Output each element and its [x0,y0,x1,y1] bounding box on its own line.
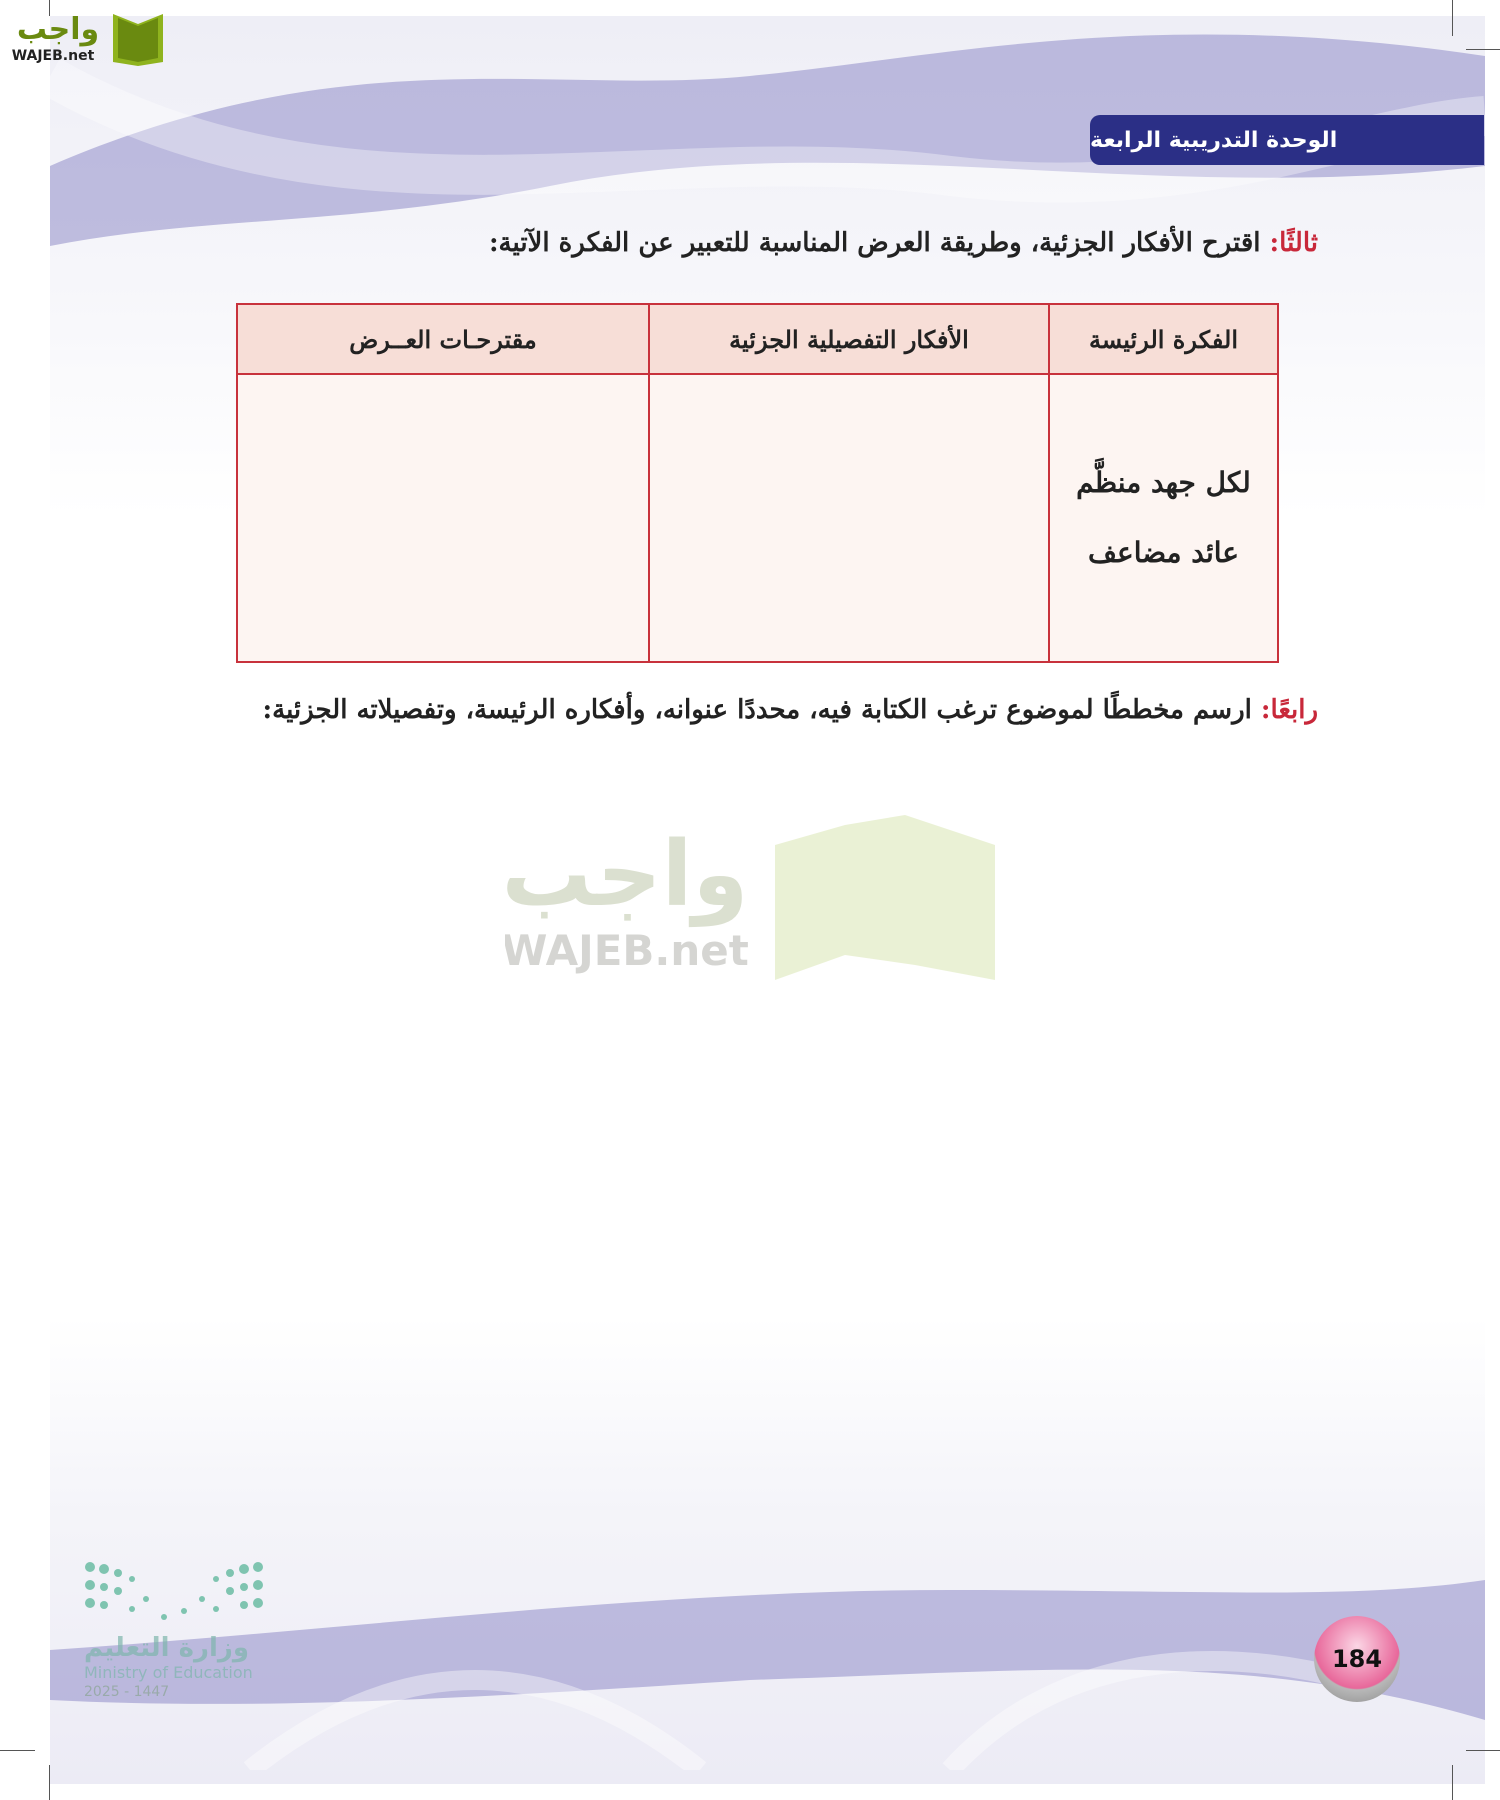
svg-text:WAJEB.net: WAJEB.net [505,926,749,975]
crop-mark [1452,0,1453,36]
question-3 [489,228,1318,258]
ministry-name-en: Ministry of Education [84,1663,253,1682]
detail-ideas-cell[interactable] [649,374,1049,662]
question-4-label: رابعًا: [1260,695,1318,725]
svg-text:واجب: واجب [505,822,749,927]
main-idea-cell [1049,374,1278,662]
unit-title: الوحدة التدريبية الرابعة [1090,127,1338,153]
svg-text:واجب: واجب [16,12,100,47]
ministry-of-education-logo [84,1561,274,1700]
question-4 [263,695,1318,725]
question-3-text: اقترح الأفكار الجزئية، وطريقة العرض المناسبة للتعبير عن الفكرة الآتية: [488,228,1270,258]
ideas-table [236,303,1279,663]
question-4-text: ارسم مخططًا لموضوع ترغب الكتابة فيه، محددًا عنوانه، وأفكاره الرئيسة، وتفصيلاته الجزئية: [262,695,1261,725]
presentation-cell[interactable] [237,374,649,662]
crop-mark [1452,1765,1453,1800]
wajeb-watermark [505,815,1000,985]
unit-title-banner [1090,115,1484,165]
page-number-badge [1314,1616,1400,1702]
table-row [237,374,1278,662]
main-idea-line-2: عائد مضاعف [1088,536,1239,569]
ministry-name-ar: وزارة التعليم [84,1633,249,1663]
ministry-dots-icon [84,1561,264,1621]
header-detail-ideas: الأفكار التفصيلية الجزئية [649,304,1049,374]
question-3-label: ثالثًا: [1269,228,1318,258]
wajeb-logo [8,4,188,68]
main-idea-line-1: لكل جهد منظَّم [1076,466,1251,499]
page-number: 184 [1331,1645,1383,1673]
ministry-year: 2025 - 1447 [84,1684,170,1700]
crop-mark [1466,49,1500,50]
header-presentation: مقترحـات العــرض [237,304,649,374]
crop-mark [0,1750,35,1751]
crop-mark [1466,1750,1500,1751]
header-main-idea: الفكرة الرئيسة [1049,304,1278,374]
crop-mark [49,1765,50,1800]
svg-text:WAJEB.net: WAJEB.net [11,48,95,64]
